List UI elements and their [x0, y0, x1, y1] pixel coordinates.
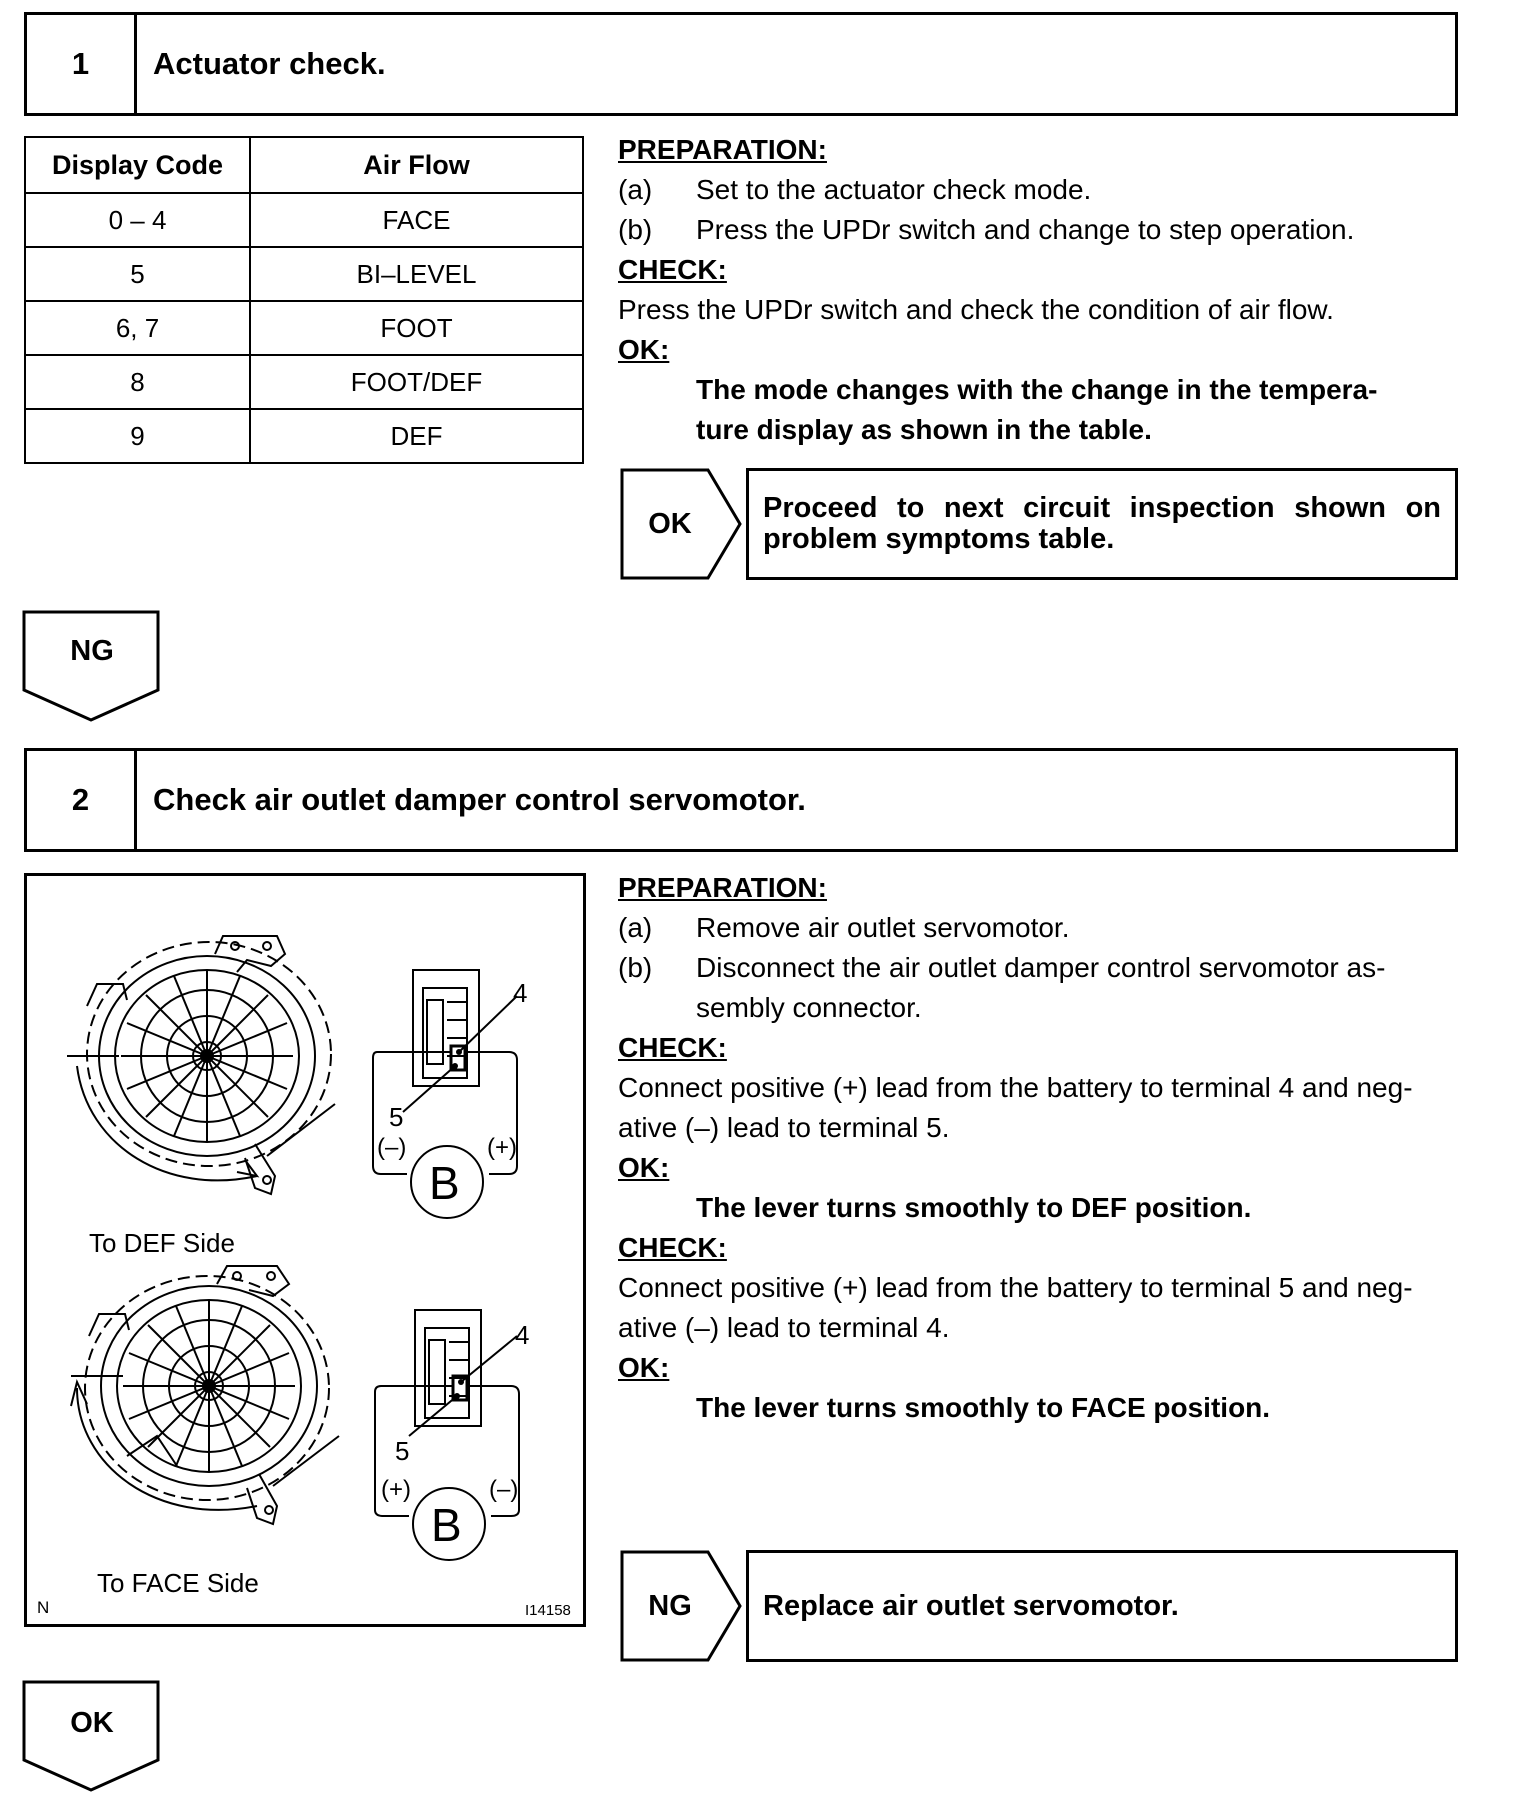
step2-ng-result: Replace air outlet servomotor. — [746, 1550, 1458, 1662]
bottom-positive-label: (+) — [381, 1476, 411, 1503]
step1-prep-a — [618, 170, 1468, 210]
step1-check-heading: CHECK: — [618, 254, 727, 285]
step1-ok-arrow-label: OK — [648, 507, 692, 540]
top-battery-label: B — [429, 1157, 460, 1209]
table-row — [25, 409, 583, 463]
step2-prep-b-line1: Disconnect the air outlet damper control servomotor as- — [696, 952, 1386, 983]
step2-prep-a — [618, 908, 1468, 948]
step1-preparation-heading: PREPARATION: — [618, 134, 827, 165]
step1-ok-result — [746, 468, 1458, 580]
step2-header — [24, 748, 1458, 852]
step2-check1-line2: ative (–) lead to terminal 5. — [618, 1112, 950, 1143]
step2-prep-a-text: Remove air outlet servomotor. — [696, 912, 1070, 943]
step1-number: 1 — [27, 15, 137, 113]
top-servomotor-drawing — [67, 936, 335, 1194]
table-cell-code: 0 – 4 — [25, 193, 250, 247]
step2-prep-a-label: (a) — [618, 912, 653, 943]
step1-ok-line1: The mode changes with the change in the tempera- — [696, 374, 1378, 405]
step1-ng-arrow-label: NG — [70, 634, 114, 667]
step1-prep-a-label: (a) — [618, 174, 653, 205]
figure-corner-mark: N — [37, 1598, 50, 1617]
step1-ok-result-line1: Proceed to next circuit inspection shown on — [763, 492, 1441, 524]
step1-ok-line2: ture display as shown in the table. — [696, 414, 1152, 445]
table-cell-code: 8 — [25, 355, 250, 409]
bottom-terminal-4-label: 4 — [515, 1320, 530, 1350]
step2-check2-line1: Connect positive (+) lead from the battery to terminal 5 and neg- — [618, 1272, 1413, 1303]
step1-prep-b-label: (b) — [618, 214, 653, 245]
step1-ok-heading: OK: — [618, 334, 670, 365]
step2-ok-arrow-label: OK — [70, 1706, 114, 1739]
table-cell-air-flow: FOOT — [250, 301, 583, 355]
step1-title: Actuator check. — [153, 46, 386, 81]
table-row — [25, 247, 583, 301]
step2-check2-heading: CHECK: — [618, 1232, 727, 1263]
bottom-negative-label: (–) — [489, 1476, 519, 1503]
step2-title: Check air outlet damper control servomotor. — [153, 782, 806, 817]
step2-prep-b — [618, 948, 1468, 988]
top-negative-label: (–) — [377, 1134, 407, 1161]
figure-id: I14158 — [525, 1602, 571, 1619]
step2-ok1-text: The lever turns smoothly to DEF position. — [696, 1192, 1252, 1223]
step2-ng-arrow-label: NG — [648, 1589, 692, 1622]
servomotor-figure — [24, 873, 586, 1627]
to-face-side-caption: To FACE Side — [97, 1568, 259, 1598]
table-row — [25, 301, 583, 355]
step2-instructions — [618, 868, 1468, 1428]
step1-prep-a-text: Set to the actuator check mode. — [696, 174, 1092, 205]
step2-ok2-text: The lever turns smoothly to FACE position. — [696, 1392, 1271, 1423]
step1-prep-b-text: Press the UPDr switch and change to step operation. — [696, 214, 1355, 245]
table-header-display-code: Display Code — [25, 137, 250, 193]
step2-ok1-heading: OK: — [618, 1152, 670, 1183]
table-header-row — [25, 137, 583, 193]
step2-preparation-heading: PREPARATION: — [618, 872, 827, 903]
table-cell-air-flow: DEF — [250, 409, 583, 463]
step2-check1-heading: CHECK: — [618, 1032, 727, 1063]
display-code-table — [24, 136, 584, 464]
table-row — [25, 355, 583, 409]
table-cell-code: 5 — [25, 247, 250, 301]
bottom-battery-label: B — [431, 1499, 462, 1551]
table-cell-air-flow: FOOT/DEF — [250, 355, 583, 409]
top-positive-label: (+) — [487, 1134, 517, 1161]
step2-prep-b-label: (b) — [618, 952, 653, 983]
bottom-terminal-5-label: 5 — [395, 1436, 410, 1466]
to-def-side-caption: To DEF Side — [89, 1228, 235, 1258]
table-row — [25, 193, 583, 247]
table-cell-code: 9 — [25, 409, 250, 463]
top-terminal-4-label: 4 — [513, 978, 528, 1008]
table-cell-air-flow: FACE — [250, 193, 583, 247]
table-cell-air-flow: BI–LEVEL — [250, 247, 583, 301]
step1-ok-result-line2: problem symptoms table. — [763, 523, 1115, 555]
table-cell-code: 6, 7 — [25, 301, 250, 355]
step2-ok2-heading: OK: — [618, 1352, 670, 1383]
table-header-air-flow: Air Flow — [250, 137, 583, 193]
step2-number: 2 — [27, 751, 137, 849]
step2-prep-b-line2: sembly connector. — [696, 992, 922, 1023]
step1-instructions — [618, 130, 1468, 450]
top-terminal-5-label: 5 — [389, 1102, 404, 1132]
step2-check2-line2: ative (–) lead to terminal 4. — [618, 1312, 950, 1343]
step2-check1-line1: Connect positive (+) lead from the battery to terminal 4 and neg- — [618, 1072, 1413, 1103]
step1-header — [24, 12, 1458, 116]
step1-check-text: Press the UPDr switch and check the condition of air flow. — [618, 294, 1334, 325]
bottom-servomotor-drawing — [71, 1266, 339, 1524]
step1-prep-b — [618, 210, 1468, 250]
